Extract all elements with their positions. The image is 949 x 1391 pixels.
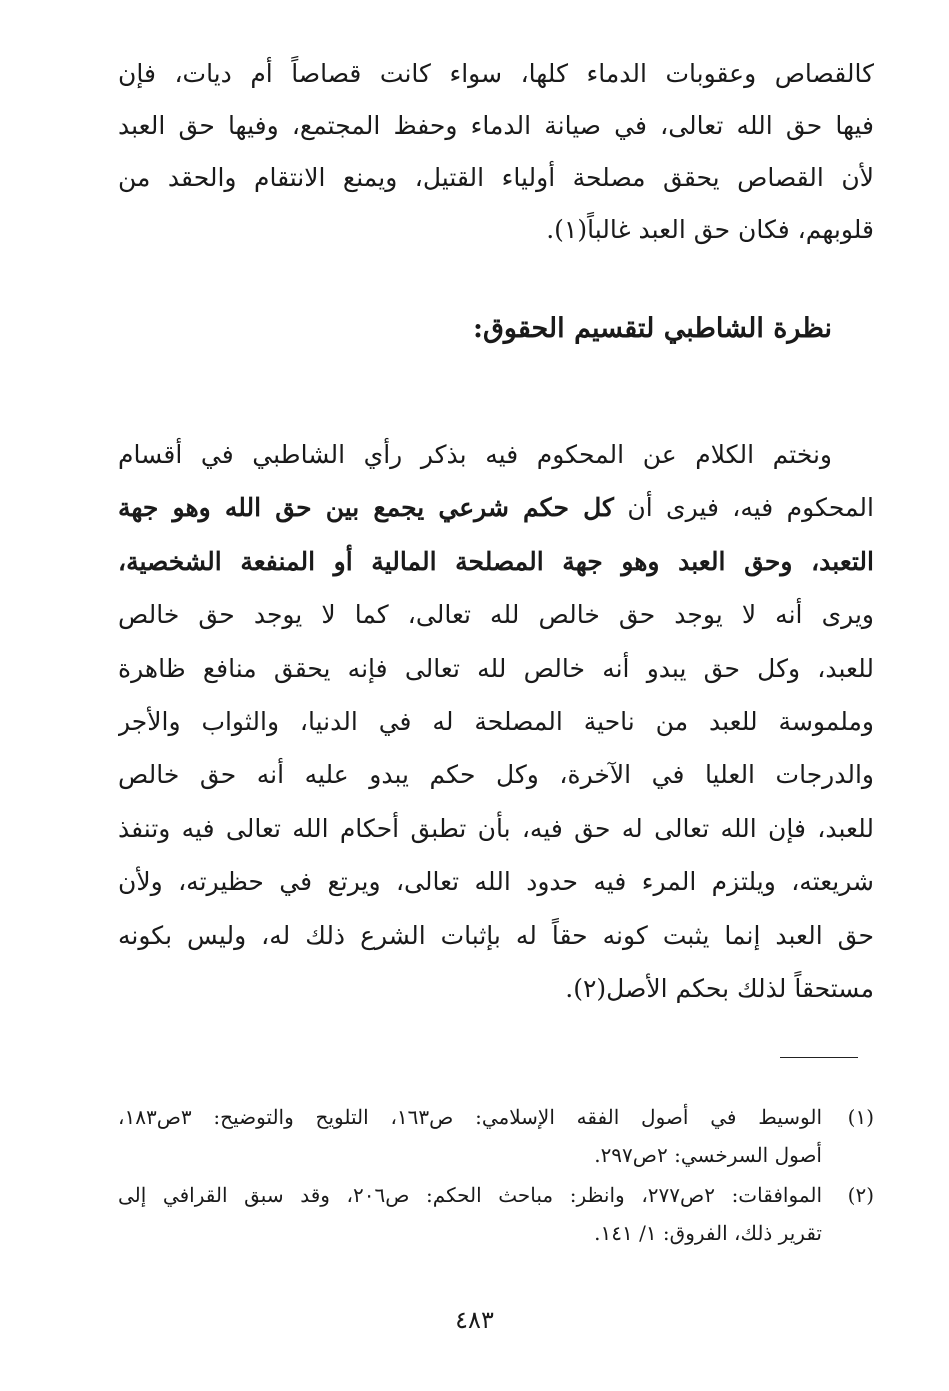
footnote-text: الوسيط في أصول الفقه الإسلامي: ص١٦٣، التلويح والتوضيح: ٣ص١٨٣،: [118, 1105, 822, 1129]
footnote-text: تقرير ذلك، الفروق: ١/ ١٤١.: [594, 1221, 822, 1245]
paragraph-2: [118, 428, 874, 1015]
paragraph-1: [118, 48, 874, 256]
bold-text: كل حكم شرعي يجمع بين حق الله وهو جهة: [118, 493, 614, 523]
paragraph-line: حق العبد إنما يثبت كونه حقاً له بإثبات الشرع ذلك له، وليس بكونه: [118, 920, 874, 950]
paragraph-line: وملموسة للعبد من ناحية المصلحة له في الدنيا، والثواب والأجر: [118, 706, 874, 736]
footnote-number: (٢): [847, 1183, 874, 1207]
footnote-text: الموافقات: ٢ص٢٧٧، وانظر: مباحث الحكم: ص٢٠٦، وقد سبق القرافي إلى: [118, 1183, 822, 1207]
page-number: ٤٨٣: [455, 1306, 494, 1334]
paragraph-line: ويرى أنه لا يوجد حق خالص لله تعالى، كما لا يوجد حق خالص: [118, 600, 874, 630]
footnotes: [118, 1098, 874, 1252]
footnote-1: [118, 1098, 874, 1136]
paragraph-line: شريعته، ويلتزم المرء فيه حدود الله تعالى، ويرتع في حظيرته، ولأن: [118, 867, 874, 897]
footnote-divider: [780, 1057, 858, 1058]
paragraph-line-mixed: [118, 481, 874, 534]
paragraph-line: فيها حق الله تعالى، في صيانة الدماء وحفظ المجتمع، وفيها حق العبد: [118, 111, 874, 140]
paragraph-line: كالقصاص وعقوبات الدماء كلها، سواء كانت قصاصاً أم ديات، فإن: [118, 59, 874, 88]
footnote-text: أصول السرخسي: ٢ص٢٩٧.: [594, 1143, 822, 1167]
plain-text: المحكوم فيه، فيرى أن: [613, 493, 874, 523]
paragraph-line: والدرجات العليا في الآخرة، وكل حكم يبدو عليه أنه حق خالص: [118, 760, 874, 790]
paragraph-line: مستحقاً لذلك بحكم الأصل(٢).: [565, 973, 874, 1003]
footnote-2: [118, 1176, 874, 1214]
paragraph-line: للعبد، وكل حق يبدو أنه خالص لله تعالى فإنه يحقق منافع ظاهرة: [118, 653, 874, 683]
paragraph-line-bold: التعبد، وحق العبد وهو جهة المصلحة المالية أو المنفعة الشخصية،: [118, 546, 874, 576]
section-heading: نظرة الشاطبي لتقسيم الحقوق:: [472, 313, 832, 344]
paragraph-line: ونختم الكلام عن المحكوم فيه بذكر رأي الشاطبي في أقسام: [118, 440, 832, 469]
paragraph-line: قلوبهم، فكان حق العبد غالباً(١).: [546, 215, 874, 244]
paragraph-line: لأن القصاص يحقق مصلحة أولياء القتيل، ويمنع الانتقام والحقد من: [118, 163, 874, 192]
paragraph-line: للعبد، فإن الله تعالى له حق فيه، بأن تطبق أحكام الله تعالى فيه وتنفذ: [118, 813, 874, 843]
footnote-number: (١): [847, 1105, 874, 1129]
